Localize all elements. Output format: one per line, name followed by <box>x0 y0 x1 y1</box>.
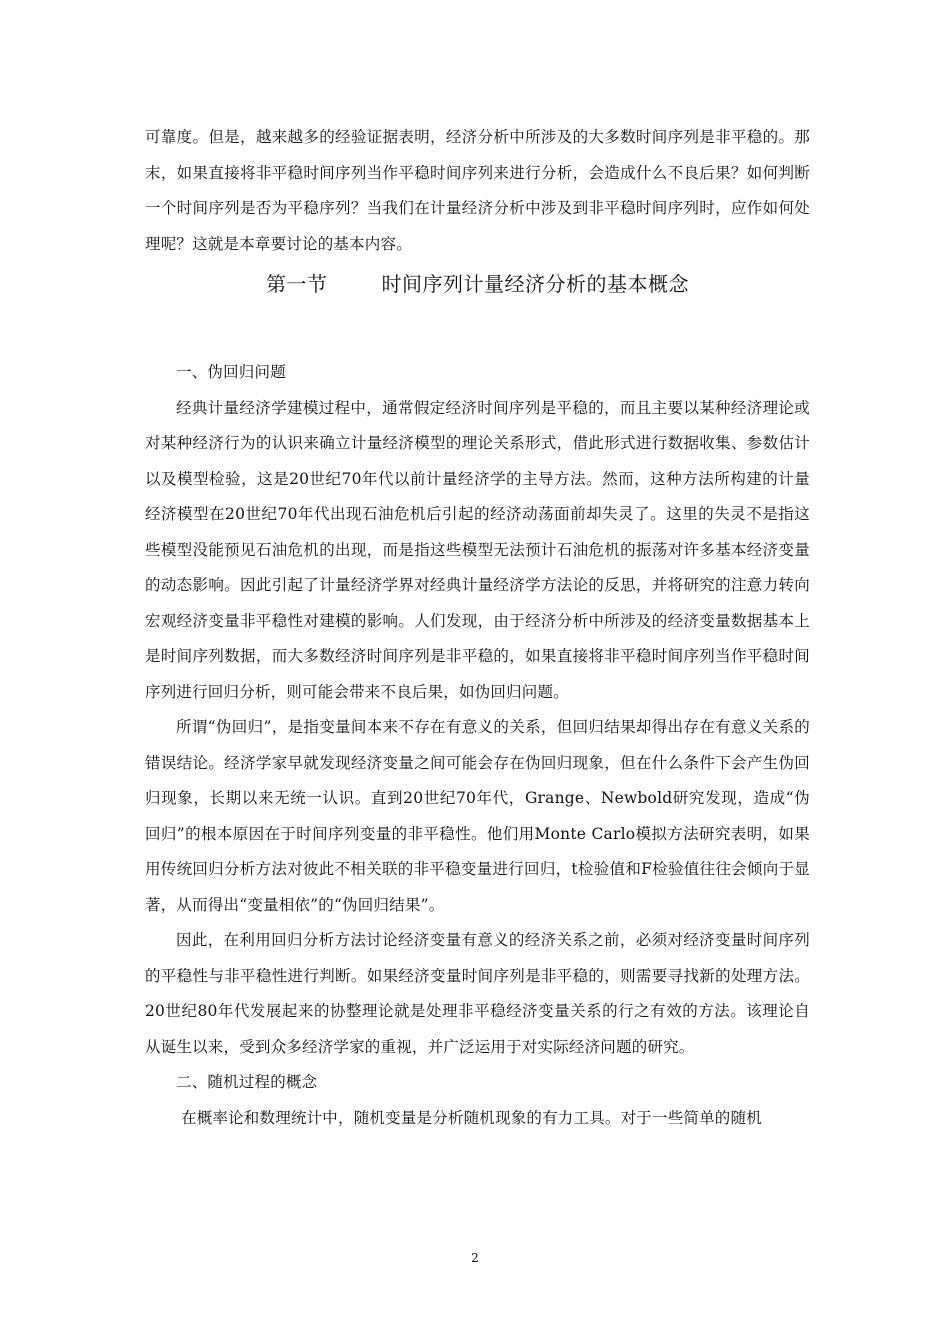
section-title: 时间序列计量经济分析的基本概念 <box>381 272 689 296</box>
page-number: 2 <box>471 1251 479 1265</box>
subsection-2-heading: 二、随机过程的概念 <box>176 1073 318 1091</box>
subsection-1-heading: 一、伪回归问题 <box>176 363 286 381</box>
subsection-1-paragraph-3: 因此，在利用回归分析方法讨论经济变量有意义的经济关系之前，必须对经济变量时间序列的平稳性与非平稳性进行判断。如果经济变量时间序列是非平稳的，则需要寻找新的处理方法。20世纪80年代发展起来的协整理论就是处理非平稳经济变量关系的行之有效的方法。该理论自从诞生以来，受到众多经济学家的重视，并广泛运用于对实际经济问题的研究。 <box>145 931 810 1056</box>
section-heading <box>145 268 810 300</box>
subsection-2-paragraph-1: 在概率论和数理统计中，随机变量是分析随机现象的有力工具。对于一些简单的随机 <box>181 1108 762 1127</box>
intro-paragraph: 可靠度。但是，越来越多的经验证据表明，经济分析中所涉及的大多数时间序列是非平稳的。那末，如果直接将非平稳时间序列当作平稳时间序列来进行分析，会造成什么不良后果？如何判断一个时间序列是否为平稳序列？当我们在计量经济分析中涉及到非平稳时间序列时，应作如何处理呢？这就是本章要讨论的基本内容。 <box>145 128 810 253</box>
section-number: 第一节 <box>266 272 328 296</box>
subsection-1-paragraph-1: 经典计量经济学建模过程中，通常假定经济时间序列是平稳的，而且主要以某种经济理论或对某种经济行为的认识来确立计量经济模型的理论关系形式，借此形式进行数据收集、参数估计以及模型检验，这是20世纪70年代以前计量经济学的主导方法。然而，这种方法所构建的计量经济模型在20世纪70年代出现石油危机后引起的经济动荡面前却失灵了。这里的失灵不是指这些模型没能预见石油危机的出现，而是指这些模型无法预计石油危机的振荡对许多基本经济变量的动态影响。因此引起了计量经济学界对经典计量经济学方法论的反思，并将研究的注意力转向宏观经济变量非平稳性对建模的影响。人们发现，由于经济分析中所涉及的经济变量数据基本上是时间序列数据，而大多数经济时间序列是非平稳的，如果直接将非平稳时间序列当作平稳时间序列进行回归分析，则可能会带来不良后果，如伪回归问题。 <box>145 398 810 701</box>
body-block <box>145 355 810 1136</box>
intro-block <box>145 120 810 262</box>
subsection-1-paragraph-2: 所谓“伪回归”，是指变量间本来不存在有意义的关系，但回归结果却得出存在有意义关系的错误结论。经济学家早就发现经济变量之间可能会存在伪回归现象，但在什么条件下会产生伪回归现象，长期以来无统一认识。直到20世纪70年代，Grange、Newbold研究发现，造成“伪回归”的根本原因在于时间序列变量的非平稳性。他们用Monte Carlo模拟方法研究表明，如果用传统回归分析方法对彼此不相关联的非平稳变量进行回归，t检验值和F检验值往往会倾向于显著，从而得出“变量相依”的“伪回归结果”。 <box>145 718 810 914</box>
